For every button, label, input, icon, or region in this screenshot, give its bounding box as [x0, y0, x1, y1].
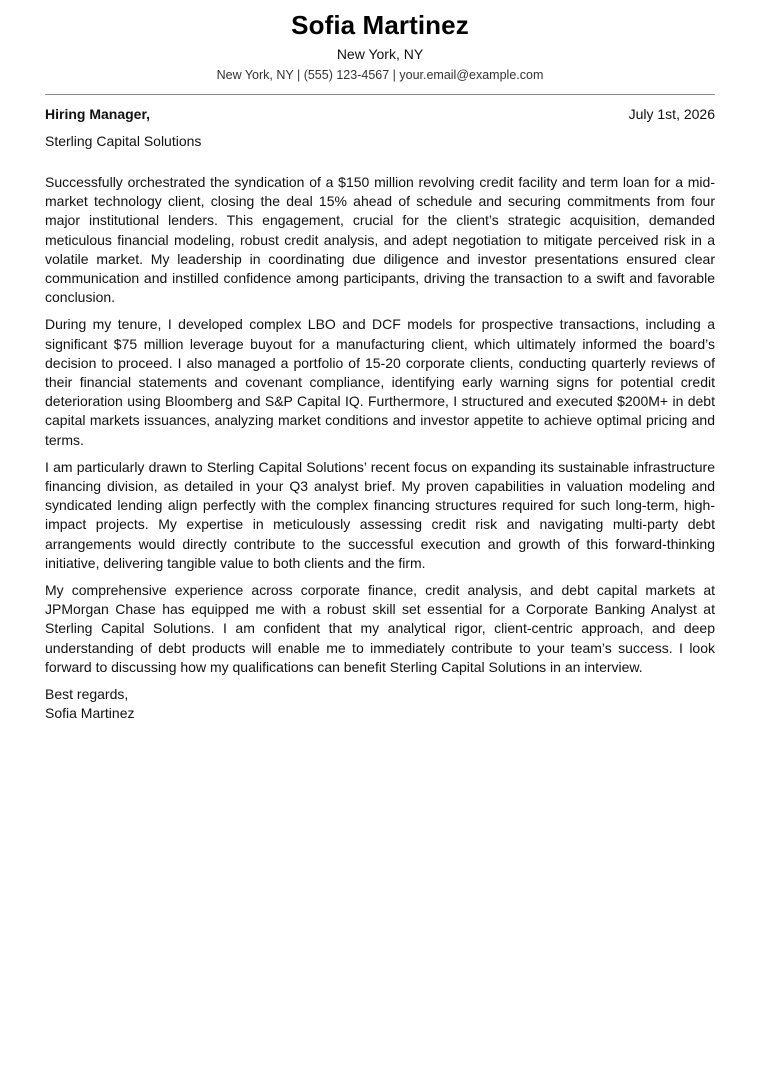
- applicant-name: Sofia Martinez: [291, 10, 469, 40]
- body-paragraph: My comprehensive experience across corporate finance, credit analysis, and debt capital markets at JPMorgan Chase has equipped me with a robust skill set essential for a Corporate Banking Analyst at Sterling Capital Solutions. I am confident that my analytical rigor, client-centric approach, and deep understanding of debt products will enable me to immediately contribute to your team’s success. I look forward to discussing how my qualifications can benefit Sterling Capital Solutions in an interview.: [45, 582, 715, 675]
- applicant-contact-line: New York, NY | (555) 123-4567 | your.email@example.com: [216, 68, 544, 82]
- closing-phrase: Best regards,: [45, 686, 129, 703]
- header-divider: [45, 94, 715, 95]
- letter-date: July 1st, 2026: [628, 106, 715, 122]
- body-paragraph: Successfully orchestrated the syndication of a $150 million revolving credit facility and term loan for a mid-market technology client, closing the deal 15% ahead of schedule and securing commitments from four major institutional lenders. This engagement, crucial for the client’s strategic acquisition, demanded meticulous financial modeling, robust credit analysis, and adept negotiation to mitigate perceived risk in a volatile market. My leadership in coordinating due diligence and investor presentations ensured clear communication and instilled confidence among participants, driving the transaction to a swift and favorable conclusion.: [45, 174, 715, 306]
- body-paragraph: During my tenure, I developed complex LBO and DCF models for prospective transactions, including a significant $75 million leverage buyout for a manufacturing client, which ultimately informed the board’s decision to proceed. I also managed a portfolio of 15-20 corporate clients, conducting quarterly reviews of their financial statements and covenant compliance, identifying early warning signs for potential credit deterioration using Bloomberg and S&P Capital IQ. Furthermore, I structured and executed $200M+ in debt capital markets issuances, analyzing market conditions and investor appetite to achieve optimal pricing and terms.: [45, 316, 715, 448]
- recipient-date-row: [45, 105, 715, 124]
- letter-header: [45, 0, 715, 83]
- signature-name: Sofia Martinez: [45, 705, 135, 722]
- recipient-salutation: Hiring Manager,: [45, 106, 151, 122]
- letter-body: [45, 173, 715, 677]
- applicant-location: New York, NY: [336, 46, 424, 62]
- recipient-company: Sterling Capital Solutions: [45, 133, 202, 149]
- letter-closing-block: [45, 685, 715, 723]
- body-paragraph: I am particularly drawn to Sterling Capital Solutions’ recent focus on expanding its sustainable infrastructure financing division, as detailed in your Q3 analyst brief. My proven capabilities in valuation modeling and syndicated lending align perfectly with the complex financing structures required for such long-term, high-impact projects. My expertise in meticulously assessing credit risk and navigating multi-party debt arrangements would directly contribute to the successful execution and growth of this forward-thinking initiative, delivering tangible value to both clients and the firm.: [45, 458, 715, 571]
